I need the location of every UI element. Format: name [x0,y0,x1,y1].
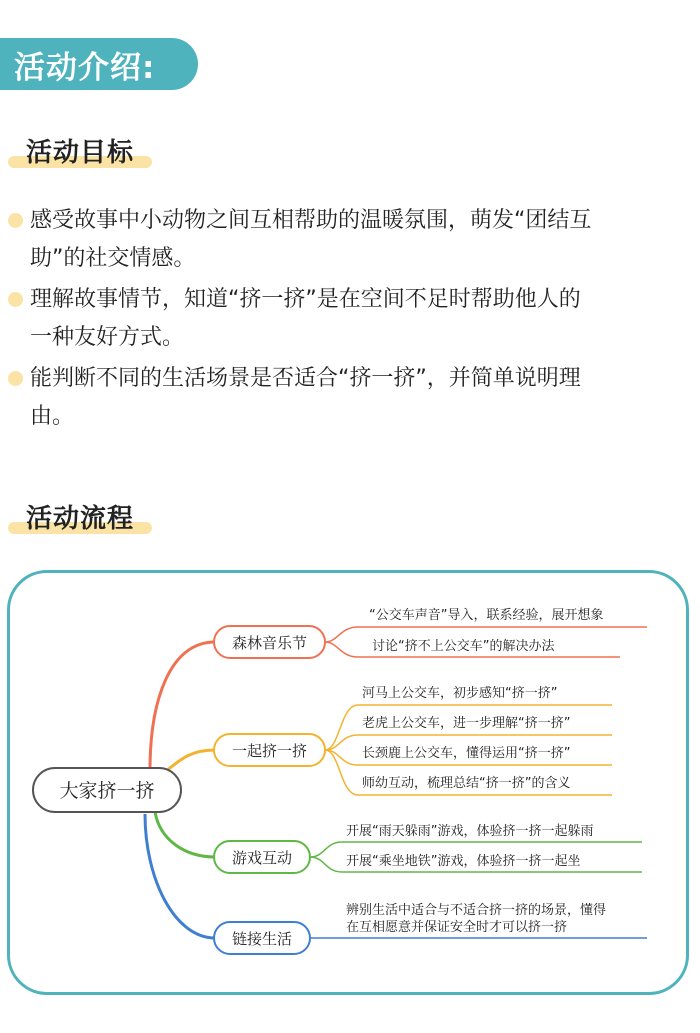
root-connector-3 [155,812,215,857]
goal-2-line-2: 一种友好方式。 [30,325,185,350]
flow-heading-text: 活动流程 [26,504,135,534]
branch-node-4-label: 链接生活 [231,930,293,948]
branch-2-leaf-3: 长颈鹿上公交车，懂得运用“挤一挤” [362,746,571,761]
branch-3-leaf-2: 开展“乘坐地铁”游戏，体验挤一挤一起坐 [346,854,581,869]
branch-1-leaf-2: 讨论“挤不上公交车”的解决办法 [372,639,555,654]
root-connector-4 [145,814,215,938]
goals-heading-text: 活动目标 [26,138,135,168]
branch-1-leaf-1: “公交车声音”导入，联系经验，展开想象 [369,608,604,623]
goal-1-line-1: 感受故事中小动物之间互相帮助的温暖氛围，萌发“团结互 [30,208,592,233]
branch-3-leaf-1: 开展“雨天躲雨”游戏，体验挤一挤一起躲雨 [346,824,594,839]
goal-2-line-1: 理解故事情节，知道“挤一挤”是在空间不足时帮助他人的 [30,287,581,312]
branch-node-2-label: 一起挤一挤 [231,742,308,760]
intro-title: 活动介绍: [14,49,156,86]
branch-node-1-label: 森林音乐节 [231,634,308,652]
branch-2-leaf-4: 师幼互动，梳理总结“挤一挤”的含义 [362,776,571,791]
root-connector-2 [165,750,215,772]
goal-3-line-1: 能判断不同的生活场景是否适合“挤一挤”，并简单说明理 [30,366,581,391]
goal-3-line-2: 由。 [30,404,75,429]
branch-node-3-label: 游戏互动 [231,849,293,867]
root-node-label: 大家挤一挤 [59,780,155,802]
branch-4-leaf-line-2: 在互相愿意并保证安全时才可以挤一挤 [346,920,568,935]
goal-1-line-2: 助”的社交情感。 [30,246,196,271]
branch-2-leaf-2: 老虎上公交车，进一步理解“挤一挤” [362,716,571,731]
branch-2-leaf-1: 河马上公交车，初步感知“挤一挤” [362,686,558,701]
branch-4-leaf-line-1: 辨别生活中适合与不适合挤一挤的场景，懂得 [346,903,607,918]
